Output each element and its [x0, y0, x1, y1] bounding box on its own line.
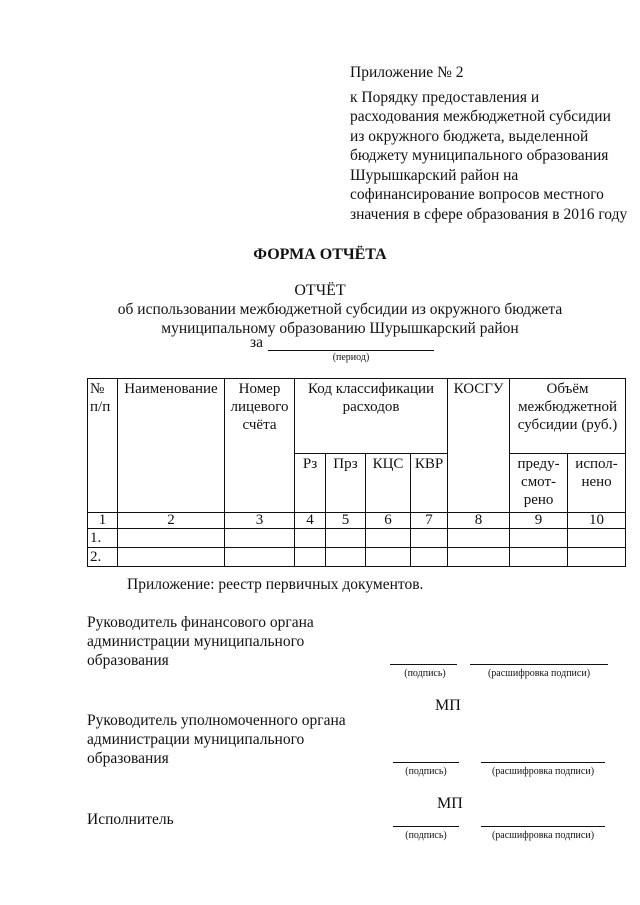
appendix-line: значения в сфере образования в 2016 году	[350, 205, 628, 223]
table-cell[interactable]	[411, 548, 448, 567]
col-number: 6	[366, 513, 411, 529]
header-kvr: КВР	[411, 454, 448, 513]
signature-caption: (подпись)	[405, 830, 447, 841]
form-title: ФОРМА ОТЧЁТА	[253, 246, 387, 263]
signature-caption: (подпись)	[404, 668, 446, 679]
label-line: администрации муниципального	[87, 633, 305, 650]
attachment-note: Приложение: реестр первичных документов.	[127, 576, 424, 593]
appendix-heading: Приложение № 2	[350, 64, 464, 81]
decode-caption: (расшифровка подписи)	[491, 766, 595, 777]
col-number: 3	[225, 513, 295, 529]
col-number: 1	[88, 513, 118, 529]
table-cell[interactable]	[510, 529, 568, 548]
report-table	[87, 378, 626, 567]
report-subtitle	[70, 300, 610, 338]
label-line: Руководитель уполномоченного органа	[87, 712, 346, 729]
header-executed: испол-нено	[568, 454, 626, 513]
finance-head-label	[87, 613, 314, 670]
header-prz: Прз	[326, 454, 366, 513]
row-number: 1.	[88, 529, 118, 548]
appendix-line: Шурышкарский район на	[350, 166, 519, 184]
stamp-mark: МП	[435, 697, 461, 714]
table-cell[interactable]	[448, 548, 510, 567]
header-planned: преду-смот-рено	[510, 454, 568, 513]
signature-caption: (подпись)	[405, 766, 447, 777]
table-cell[interactable]	[118, 548, 225, 567]
header-volume: Объём межбюджетной субсидии (руб.)	[510, 379, 626, 454]
table-cell[interactable]	[366, 548, 411, 567]
signature-line[interactable]	[393, 826, 459, 827]
table-cell[interactable]	[326, 529, 366, 548]
header-name: Наименование	[118, 379, 225, 513]
table-cell[interactable]	[295, 529, 326, 548]
col-number: 4	[295, 513, 326, 529]
table-row	[88, 529, 626, 548]
appendix-block	[350, 63, 627, 224]
label-line: образования	[87, 652, 169, 669]
decode-line[interactable]	[481, 826, 605, 827]
decode-caption: (расшифровка подписи)	[487, 668, 591, 679]
table-cell[interactable]	[448, 529, 510, 548]
decode-line[interactable]	[470, 664, 608, 665]
executor-label: Исполнитель	[87, 811, 174, 828]
header-account: Номер лицевого счёта	[225, 379, 295, 513]
report-subtitle-line: об использовании межбюджетной субсидии из окружного бюджета	[117, 301, 563, 318]
header-kcs: КЦС	[366, 454, 411, 513]
table-row	[88, 548, 626, 567]
label-line: администрации муниципального	[87, 731, 305, 748]
period-prefix: за	[250, 334, 264, 351]
period-caption: (период)	[332, 352, 370, 363]
table-cell[interactable]	[118, 529, 225, 548]
col-number: 7	[411, 513, 448, 529]
table-cell[interactable]	[225, 548, 295, 567]
col-number: 8	[448, 513, 510, 529]
col-number: 5	[326, 513, 366, 529]
report-subtitle-line: муниципальному образованию Шурышкарский район	[161, 320, 519, 337]
label-line: Руководитель финансового органа	[87, 614, 314, 631]
appendix-line: софинансирование вопросов местного	[350, 186, 604, 203]
col-number: 2	[118, 513, 225, 529]
col-number: 10	[568, 513, 626, 529]
signature-line[interactable]	[390, 664, 457, 665]
row-number: 2.	[88, 548, 118, 567]
table-cell[interactable]	[295, 548, 326, 567]
appendix-line: к Порядку предоставления и	[350, 88, 540, 106]
period-field-line	[268, 350, 434, 351]
table-cell[interactable]	[510, 548, 568, 567]
signature-line[interactable]	[393, 762, 459, 763]
header-num: № п/п	[88, 379, 118, 513]
table-cell[interactable]	[568, 529, 626, 548]
stamp-mark: МП	[437, 795, 463, 812]
table-cell[interactable]	[366, 529, 411, 548]
appendix-line: из окружного бюджета, выделенной	[350, 127, 589, 145]
table-cell[interactable]	[568, 548, 626, 567]
header-kosgu: КОСГУ	[448, 379, 510, 513]
appendix-line: бюджету муниципального образования	[350, 147, 609, 164]
label-line: образования	[87, 750, 169, 767]
decode-line[interactable]	[481, 762, 605, 763]
decode-caption: (расшифровка подписи)	[491, 830, 595, 841]
table-cell[interactable]	[225, 529, 295, 548]
table-cell[interactable]	[411, 529, 448, 548]
col-number: 9	[510, 513, 568, 529]
report-title: ОТЧЁТ	[294, 282, 346, 299]
appendix-line: расходования межбюджетной субсидии	[350, 108, 611, 125]
table-cell[interactable]	[326, 548, 366, 567]
authorized-head-label	[87, 711, 346, 768]
header-code: Код классификации расходов	[295, 379, 448, 454]
header-rz: Рз	[295, 454, 326, 513]
